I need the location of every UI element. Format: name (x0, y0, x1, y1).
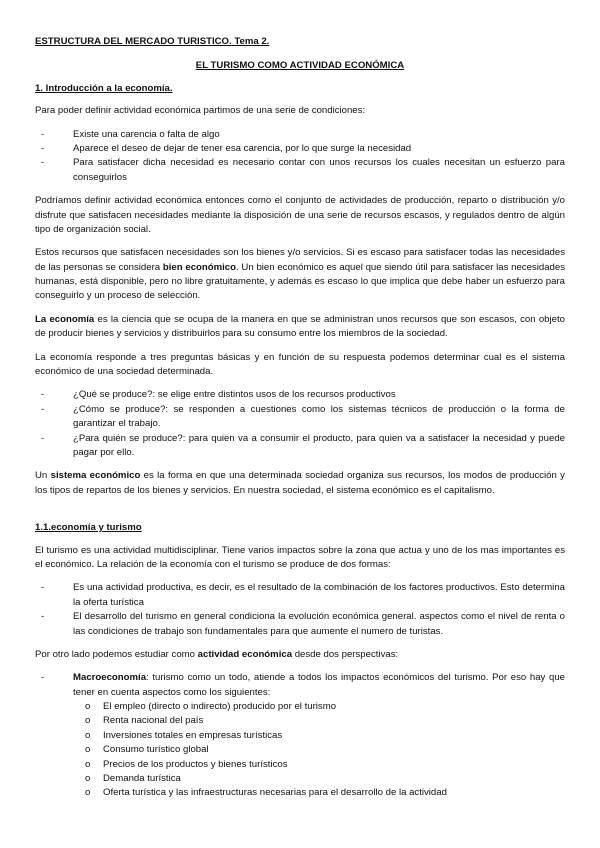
text: es la forma en que una determinada sociedad organiza sus recursos, los modos de producción y los tipos de repartos de los bienes y servicios. En nuestra sociedad, el sistema económico es el capitalismo. (35, 470, 565, 496)
list-item: o Renta nacional del país (85, 714, 565, 728)
paragraph: Para poder definir actividad económica partimos de una serie de condiciones: (35, 105, 366, 117)
list-item: - Es una actividad productiva, es decir, es el resultado de la combinación de los factores productivos. Esto determina la oferta turística (35, 581, 565, 610)
list-item: o El empleo (directo o indirecto) producido por el turismo (85, 700, 565, 714)
page-title: EL TURISMO COMO ACTIVIDAD ECONÓMICA (195, 60, 405, 72)
list-item (35, 671, 565, 801)
list-item: - Existe una carencia o falta de algo (35, 128, 565, 142)
questions-list (35, 388, 565, 460)
list-item: - ¿Para quién se produce?: para quien va a consumir el producto, para quien va a satisfacer la necesidad y puede pagar por ello. (35, 432, 565, 461)
paragraph: Podríamos definir actividad económica entonces como el conjunto de actividades de producción, reparto o distribución y/o disfrute que satisfacen necesidades mediante la disposición de una serie de recursos escasos, y regulados dentro de algún tipo de organización social. (35, 195, 565, 235)
list-item: o Precios de los productos y bienes turísticos (85, 758, 565, 772)
text: Por otro lado podemos estudiar como (35, 648, 198, 660)
list-item: - El desarrollo del turismo en general condiciona la evolución económica general. aspectos como el nivel de renta o las condiciones de trabajo son fundamentales para que aumente el numero de turistas. (35, 610, 565, 639)
text: : turismo como un todo, atiende a todos los impactos económicos del turismo. Por eso hay que tener en cuenta aspectos como los siguientes: (73, 672, 565, 698)
list-item: - ¿Qué se produce?: se elige entre distintos usos de los recursos productivos (35, 388, 565, 402)
list-item: - Para satisfacer dicha necesidad es necesario contar con unos recursos los cuales necesitan un esfuerzo para conseguirlos (35, 156, 565, 185)
list-item: - ¿Cómo se produce?: se responden a cuestiones como los sistemas técnicos de producción o la forma de garantizar el trabajo. (35, 403, 565, 432)
bold-term: Macroeconomía (73, 672, 147, 684)
paragraph (35, 246, 565, 304)
text: desde dos perspectivas: (292, 648, 399, 660)
paragraph (35, 648, 565, 662)
conditions-list (35, 128, 565, 186)
text: Un (35, 470, 51, 482)
section-heading: 1.1.economía y turismo (35, 522, 142, 534)
bold-term: bien económico (162, 261, 237, 273)
list-item: - Aparece el deseo de dejar de tener esa carencia, por lo que surge la necesidad (35, 142, 565, 156)
list-item: o Oferta turística y las infraestructuras necesarias para el desarrollo de la actividad (85, 786, 565, 800)
forms-list (35, 581, 565, 639)
paragraph: El turismo es una actividad multidisciplinar. Tiene varios impactos sobre la zona que actua y uno de los mas importantes es el económico. La relación de la economía con el turismo se produce de dos formas: (35, 544, 565, 570)
text: . Un bien económico es aquel que siendo útil para satisfacer las necesidades humanas, está disponible, pero no libre gratuitamente, y además es escaso lo que implica que debe haber un esfuerzo para conseguirlo y un proceso de selección. (35, 261, 566, 302)
list-item: o Inversiones totales en empresas turísticas (85, 729, 565, 743)
paragraph (35, 469, 565, 498)
list-item: o Consumo turístico global (85, 743, 565, 757)
section-heading: 1. Introducción a la economía. (35, 82, 173, 94)
document-header: ESTRUCTURA DEL MERCADO TURISTICO. Tema 2. (35, 36, 270, 47)
perspectives-list (35, 671, 565, 801)
paragraph: La economía responde a tres preguntas básicas y en función de su respuesta podemos determinar cual es el sistema económico de una sociedad determinada. (35, 351, 565, 378)
bold-term: sistema económico (50, 470, 141, 482)
text: Estos recursos que satisfacen necesidades son los bienes y/o servicios. Si es escaso para satisfacer todas las necesidades de las personas se considera (35, 247, 565, 273)
macro-sublist (73, 700, 565, 801)
bold-term: La economía (35, 313, 95, 325)
document-page (35, 35, 565, 810)
text: es la ciencia que se ocupa de la manera en que se administran unos recursos que son escasos, con objeto de producir bienes y servicios y distribuirlos para su consumo entre los miembros de la sociedad. (35, 313, 565, 340)
bold-term: actividad económica (197, 648, 293, 660)
paragraph (35, 313, 565, 342)
list-item: o Demanda turística (85, 772, 565, 786)
